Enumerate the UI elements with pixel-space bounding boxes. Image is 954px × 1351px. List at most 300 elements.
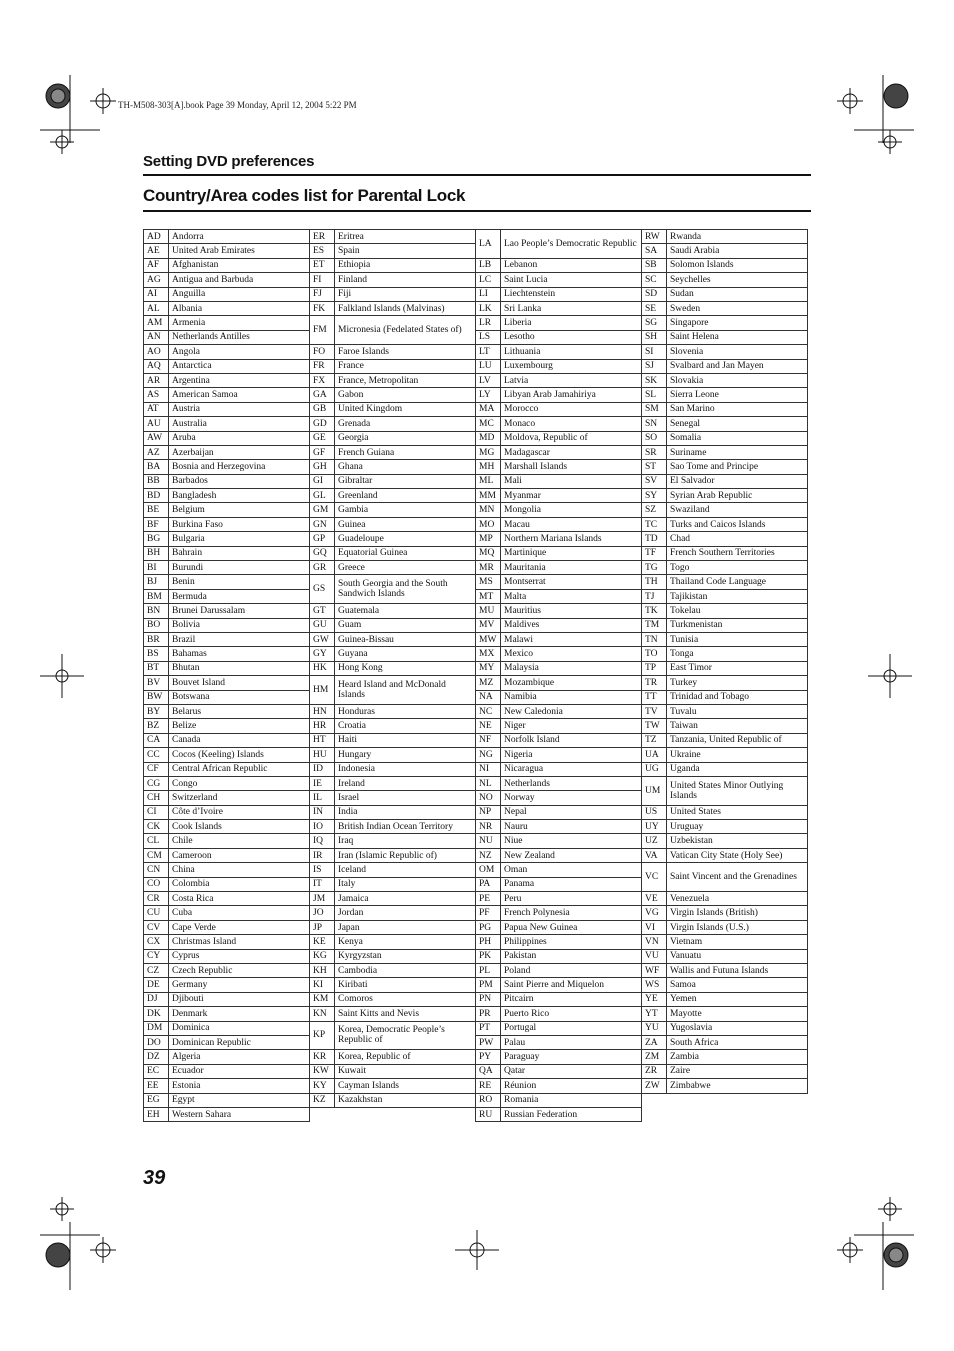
- country-name: Burundi: [169, 561, 310, 575]
- table-row: [144, 647, 808, 661]
- country-code: ML: [476, 474, 501, 488]
- country-code: IQ: [310, 834, 335, 848]
- country-code: LT: [476, 345, 501, 359]
- country-name: Hong Kong: [335, 661, 476, 675]
- country-code: MZ: [476, 676, 501, 690]
- country-name: Gambia: [335, 503, 476, 517]
- country-code: UZ: [642, 834, 667, 848]
- country-name: Bangladesh: [169, 489, 310, 503]
- country-name: Peru: [501, 892, 642, 906]
- empty-cell: [310, 1107, 476, 1121]
- country-code: GP: [310, 532, 335, 546]
- country-code: LB: [476, 258, 501, 272]
- country-code: SA: [642, 244, 667, 258]
- country-code: AN: [144, 330, 169, 344]
- country-code: LA: [476, 230, 501, 259]
- country-name: Israel: [335, 791, 476, 805]
- country-name: Tokelau: [667, 604, 808, 618]
- country-code: SY: [642, 489, 667, 503]
- country-name: Angola: [169, 345, 310, 359]
- country-code: MA: [476, 402, 501, 416]
- country-code: PY: [476, 1050, 501, 1064]
- table-row: [144, 388, 808, 402]
- table-row: [144, 848, 808, 862]
- country-name: Iran (Islamic Republic of): [335, 848, 476, 862]
- country-name: Cyprus: [169, 949, 310, 963]
- country-code: KG: [310, 949, 335, 963]
- country-name: Northern Mariana Islands: [501, 532, 642, 546]
- country-code: NF: [476, 733, 501, 747]
- country-code: LR: [476, 316, 501, 330]
- country-name: Slovakia: [667, 373, 808, 387]
- country-code: GQ: [310, 546, 335, 560]
- country-name: Morocco: [501, 402, 642, 416]
- section-title: Setting DVD preferences: [143, 153, 315, 170]
- country-name: Andorra: [169, 230, 310, 244]
- table-row: [144, 978, 808, 992]
- country-code: DK: [144, 1007, 169, 1021]
- country-code: NU: [476, 834, 501, 848]
- country-name: Lao People’s Democratic Republic: [501, 230, 642, 259]
- country-name: Turkmenistan: [667, 618, 808, 632]
- country-code: KN: [310, 1007, 335, 1021]
- country-name: Jordan: [335, 906, 476, 920]
- country-name: Benin: [169, 575, 310, 589]
- country-code: SO: [642, 431, 667, 445]
- country-code: DM: [144, 1021, 169, 1035]
- country-code: CV: [144, 920, 169, 934]
- country-code: BD: [144, 489, 169, 503]
- country-name: Maldives: [501, 618, 642, 632]
- country-name: El Salvador: [667, 474, 808, 488]
- country-code: JM: [310, 892, 335, 906]
- country-name: Pitcairn: [501, 992, 642, 1006]
- country-name: Vanuatu: [667, 949, 808, 963]
- country-name: Vatican City State (Holy See): [667, 848, 808, 862]
- country-name: Mali: [501, 474, 642, 488]
- country-name: Guinea-Bissau: [335, 632, 476, 646]
- country-name: Qatar: [501, 1064, 642, 1078]
- country-name: Cocos (Keeling) Islands: [169, 748, 310, 762]
- country-name: Gibraltar: [335, 474, 476, 488]
- country-code: BN: [144, 604, 169, 618]
- country-code: YU: [642, 1021, 667, 1035]
- country-code: FI: [310, 273, 335, 287]
- country-code: UY: [642, 820, 667, 834]
- country-name: Singapore: [667, 316, 808, 330]
- country-code: TO: [642, 647, 667, 661]
- country-code: HK: [310, 661, 335, 675]
- country-name: Belarus: [169, 704, 310, 718]
- country-code: PR: [476, 1007, 501, 1021]
- table-row: [144, 748, 808, 762]
- country-name: Palau: [501, 1035, 642, 1049]
- country-name: Martinique: [501, 546, 642, 560]
- table-row: [144, 719, 808, 733]
- country-code: MN: [476, 503, 501, 517]
- country-code: QA: [476, 1064, 501, 1078]
- table-row: [144, 1064, 808, 1078]
- country-code: ZM: [642, 1050, 667, 1064]
- country-code: BM: [144, 589, 169, 603]
- country-code: PH: [476, 935, 501, 949]
- country-name: Croatia: [335, 719, 476, 733]
- country-name: Indonesia: [335, 762, 476, 776]
- country-code: IE: [310, 776, 335, 790]
- country-name: Vietnam: [667, 935, 808, 949]
- country-name: Cape Verde: [169, 920, 310, 934]
- country-code: MW: [476, 632, 501, 646]
- country-name: Libyan Arab Jamahiriya: [501, 388, 642, 402]
- country-code: SN: [642, 417, 667, 431]
- country-code: ZW: [642, 1079, 667, 1093]
- country-name: Rwanda: [667, 230, 808, 244]
- country-name: Eritrea: [335, 230, 476, 244]
- country-code: CL: [144, 834, 169, 848]
- country-name: Ecuador: [169, 1064, 310, 1078]
- country-name: Belize: [169, 719, 310, 733]
- table-row: [144, 733, 808, 747]
- country-code: VU: [642, 949, 667, 963]
- country-code: DJ: [144, 992, 169, 1006]
- country-code: SM: [642, 402, 667, 416]
- country-name: Solomon Islands: [667, 258, 808, 272]
- country-name: Cayman Islands: [335, 1079, 476, 1093]
- country-name: South Georgia and the South Sandwich Islands: [335, 575, 476, 604]
- country-code: GB: [310, 402, 335, 416]
- table-row: [144, 776, 808, 790]
- country-name: Svalbard and Jan Mayen: [667, 359, 808, 373]
- country-name: Latvia: [501, 373, 642, 387]
- table-row: [144, 517, 808, 531]
- country-name: Virgin Islands (U.S.): [667, 920, 808, 934]
- country-name: Argentina: [169, 373, 310, 387]
- country-name: India: [335, 805, 476, 819]
- country-name: Ethiopia: [335, 258, 476, 272]
- country-name: Germany: [169, 978, 310, 992]
- table-row: [144, 489, 808, 503]
- table-row: [144, 589, 808, 603]
- country-code: LI: [476, 287, 501, 301]
- country-code: BI: [144, 561, 169, 575]
- country-code: MS: [476, 575, 501, 589]
- country-code: AR: [144, 373, 169, 387]
- country-code: LY: [476, 388, 501, 402]
- country-code: GU: [310, 618, 335, 632]
- country-code: MG: [476, 445, 501, 459]
- country-code: SG: [642, 316, 667, 330]
- table-row: [144, 532, 808, 546]
- country-code: PM: [476, 978, 501, 992]
- country-code: BT: [144, 661, 169, 675]
- country-code: KP: [310, 1021, 335, 1050]
- country-codes-table: [143, 229, 808, 1122]
- country-name: Macau: [501, 517, 642, 531]
- country-name: Senegal: [667, 417, 808, 431]
- country-code: GA: [310, 388, 335, 402]
- country-name: Bouvet Island: [169, 676, 310, 690]
- country-code: BE: [144, 503, 169, 517]
- table-row: [144, 892, 808, 906]
- country-name: Costa Rica: [169, 892, 310, 906]
- country-name: Cameroon: [169, 848, 310, 862]
- country-name: Grenada: [335, 417, 476, 431]
- country-name: Lebanon: [501, 258, 642, 272]
- print-header-note: TH-M508-303[A].book Page 39 Monday, April 12, 2004 5:22 PM: [118, 100, 357, 110]
- country-code: AL: [144, 301, 169, 315]
- table-row: [144, 417, 808, 431]
- country-code: AO: [144, 345, 169, 359]
- country-name: Bhutan: [169, 661, 310, 675]
- country-name: Western Sahara: [169, 1107, 310, 1121]
- country-code: MC: [476, 417, 501, 431]
- country-name: Antigua and Barbuda: [169, 273, 310, 287]
- country-name: Antarctica: [169, 359, 310, 373]
- country-name: Liberia: [501, 316, 642, 330]
- country-code: KY: [310, 1079, 335, 1093]
- country-code: CM: [144, 848, 169, 862]
- country-name: Chad: [667, 532, 808, 546]
- country-code: MQ: [476, 546, 501, 560]
- country-code: IO: [310, 820, 335, 834]
- table-row: [144, 805, 808, 819]
- country-code: ET: [310, 258, 335, 272]
- country-code: CF: [144, 762, 169, 776]
- country-code: PG: [476, 920, 501, 934]
- country-code: FR: [310, 359, 335, 373]
- country-name: Philippines: [501, 935, 642, 949]
- country-code: GD: [310, 417, 335, 431]
- country-name: Myanmar: [501, 489, 642, 503]
- table-row: [144, 273, 808, 287]
- country-name: Nepal: [501, 805, 642, 819]
- country-name: Mauritania: [501, 561, 642, 575]
- country-name: Romania: [501, 1093, 642, 1107]
- country-name: Nicaragua: [501, 762, 642, 776]
- country-code: MR: [476, 561, 501, 575]
- table-row: [144, 1093, 808, 1107]
- country-code: TK: [642, 604, 667, 618]
- country-name: Réunion: [501, 1079, 642, 1093]
- country-code: CU: [144, 906, 169, 920]
- country-name: Comoros: [335, 992, 476, 1006]
- country-name: Brunei Darussalam: [169, 604, 310, 618]
- country-code: LV: [476, 373, 501, 387]
- country-name: Korea, Republic of: [335, 1050, 476, 1064]
- country-name: United States Minor Outlying Islands: [667, 776, 808, 805]
- country-code: DE: [144, 978, 169, 992]
- country-code: TR: [642, 676, 667, 690]
- country-name: Algeria: [169, 1050, 310, 1064]
- country-name: Denmark: [169, 1007, 310, 1021]
- country-code: KR: [310, 1050, 335, 1064]
- country-name: South Africa: [667, 1035, 808, 1049]
- country-name: Guyana: [335, 647, 476, 661]
- country-code: SI: [642, 345, 667, 359]
- country-name: Colombia: [169, 877, 310, 891]
- country-name: Saint Lucia: [501, 273, 642, 287]
- country-name: Uzbekistan: [667, 834, 808, 848]
- country-code: SD: [642, 287, 667, 301]
- country-name: Mauritius: [501, 604, 642, 618]
- country-code: AE: [144, 244, 169, 258]
- empty-cell: [642, 1093, 808, 1107]
- empty-cell: [642, 1107, 808, 1121]
- table-row: [144, 445, 808, 459]
- country-name: Samoa: [667, 978, 808, 992]
- table-row: [144, 503, 808, 517]
- country-name: Panama: [501, 877, 642, 891]
- country-name: Tunisia: [667, 632, 808, 646]
- country-code: LS: [476, 330, 501, 344]
- country-code: LK: [476, 301, 501, 315]
- country-name: Mexico: [501, 647, 642, 661]
- country-code: NZ: [476, 848, 501, 862]
- country-name: Burkina Faso: [169, 517, 310, 531]
- country-code: AQ: [144, 359, 169, 373]
- country-code: GY: [310, 647, 335, 661]
- country-code: GW: [310, 632, 335, 646]
- country-code: PE: [476, 892, 501, 906]
- country-name: Saint Kitts and Nevis: [335, 1007, 476, 1021]
- country-name: Montserrat: [501, 575, 642, 589]
- country-name: Gabon: [335, 388, 476, 402]
- country-name: Jamaica: [335, 892, 476, 906]
- country-name: Chile: [169, 834, 310, 848]
- country-name: Korea, Democratic People’s Republic of: [335, 1021, 476, 1050]
- country-code: BA: [144, 460, 169, 474]
- country-name: Italy: [335, 877, 476, 891]
- country-name: Switzerland: [169, 791, 310, 805]
- country-code: KH: [310, 964, 335, 978]
- country-code: ES: [310, 244, 335, 258]
- table-row: [144, 935, 808, 949]
- country-name: Faroe Islands: [335, 345, 476, 359]
- country-code: KZ: [310, 1093, 335, 1107]
- country-code: FK: [310, 301, 335, 315]
- country-code: AW: [144, 431, 169, 445]
- country-code: GM: [310, 503, 335, 517]
- country-code: SJ: [642, 359, 667, 373]
- country-name: Belgium: [169, 503, 310, 517]
- table-row: [144, 287, 808, 301]
- table-row: [144, 992, 808, 1006]
- country-code: VC: [642, 863, 667, 892]
- country-code: GN: [310, 517, 335, 531]
- country-code: UG: [642, 762, 667, 776]
- country-code: TC: [642, 517, 667, 531]
- country-name: Cambodia: [335, 964, 476, 978]
- country-code: BO: [144, 618, 169, 632]
- country-name: Luxembourg: [501, 359, 642, 373]
- country-code: CR: [144, 892, 169, 906]
- table-row: [144, 690, 808, 704]
- table-row: [144, 373, 808, 387]
- table-row: [144, 345, 808, 359]
- country-name: Sweden: [667, 301, 808, 315]
- country-code: NC: [476, 704, 501, 718]
- country-name: Guadeloupe: [335, 532, 476, 546]
- country-name: American Samoa: [169, 388, 310, 402]
- country-name: Sierra Leone: [667, 388, 808, 402]
- country-name: Austria: [169, 402, 310, 416]
- country-code: RE: [476, 1079, 501, 1093]
- country-code: CH: [144, 791, 169, 805]
- country-name: San Marino: [667, 402, 808, 416]
- table-row: [144, 1035, 808, 1049]
- country-code: IS: [310, 863, 335, 877]
- country-name: Syrian Arab Republic: [667, 489, 808, 503]
- country-name: Estonia: [169, 1079, 310, 1093]
- table-row: [144, 906, 808, 920]
- country-code: MX: [476, 647, 501, 661]
- country-code: IL: [310, 791, 335, 805]
- country-name: Falkland Islands (Malvinas): [335, 301, 476, 315]
- country-name: Egypt: [169, 1093, 310, 1107]
- country-code: GR: [310, 561, 335, 575]
- country-name: Somalia: [667, 431, 808, 445]
- country-code: TN: [642, 632, 667, 646]
- country-name: Niger: [501, 719, 642, 733]
- table-row: [144, 1079, 808, 1093]
- country-name: China: [169, 863, 310, 877]
- country-name: Bahrain: [169, 546, 310, 560]
- country-name: France: [335, 359, 476, 373]
- country-name: Oman: [501, 863, 642, 877]
- country-code: GF: [310, 445, 335, 459]
- country-code: AM: [144, 316, 169, 330]
- country-name: Niue: [501, 834, 642, 848]
- table-row: [144, 632, 808, 646]
- country-code: CK: [144, 820, 169, 834]
- country-code: UA: [642, 748, 667, 762]
- country-code: BH: [144, 546, 169, 560]
- country-code: JO: [310, 906, 335, 920]
- country-name: Cook Islands: [169, 820, 310, 834]
- country-code: CX: [144, 935, 169, 949]
- table-row: [144, 604, 808, 618]
- country-code: NO: [476, 791, 501, 805]
- table-row: [144, 820, 808, 834]
- country-code: IT: [310, 877, 335, 891]
- country-name: Saint Helena: [667, 330, 808, 344]
- country-name: Netherlands: [501, 776, 642, 790]
- country-code: CY: [144, 949, 169, 963]
- country-code: MH: [476, 460, 501, 474]
- country-code: HU: [310, 748, 335, 762]
- table-row: [144, 460, 808, 474]
- country-code: MU: [476, 604, 501, 618]
- country-name: Barbados: [169, 474, 310, 488]
- country-name: Sri Lanka: [501, 301, 642, 315]
- country-name: Georgia: [335, 431, 476, 445]
- country-name: Bahamas: [169, 647, 310, 661]
- country-name: Kiribati: [335, 978, 476, 992]
- country-code: TT: [642, 690, 667, 704]
- country-code: AZ: [144, 445, 169, 459]
- country-name: Botswana: [169, 690, 310, 704]
- country-name: Liechtenstein: [501, 287, 642, 301]
- country-name: Zimbabwe: [667, 1079, 808, 1093]
- table-row: [144, 676, 808, 690]
- country-code: MD: [476, 431, 501, 445]
- country-name: Tuvalu: [667, 704, 808, 718]
- country-name: Haiti: [335, 733, 476, 747]
- table-row: [144, 834, 808, 848]
- country-name: Togo: [667, 561, 808, 575]
- country-code: AU: [144, 417, 169, 431]
- country-name: Micronesia (Fedelated States of): [335, 316, 476, 345]
